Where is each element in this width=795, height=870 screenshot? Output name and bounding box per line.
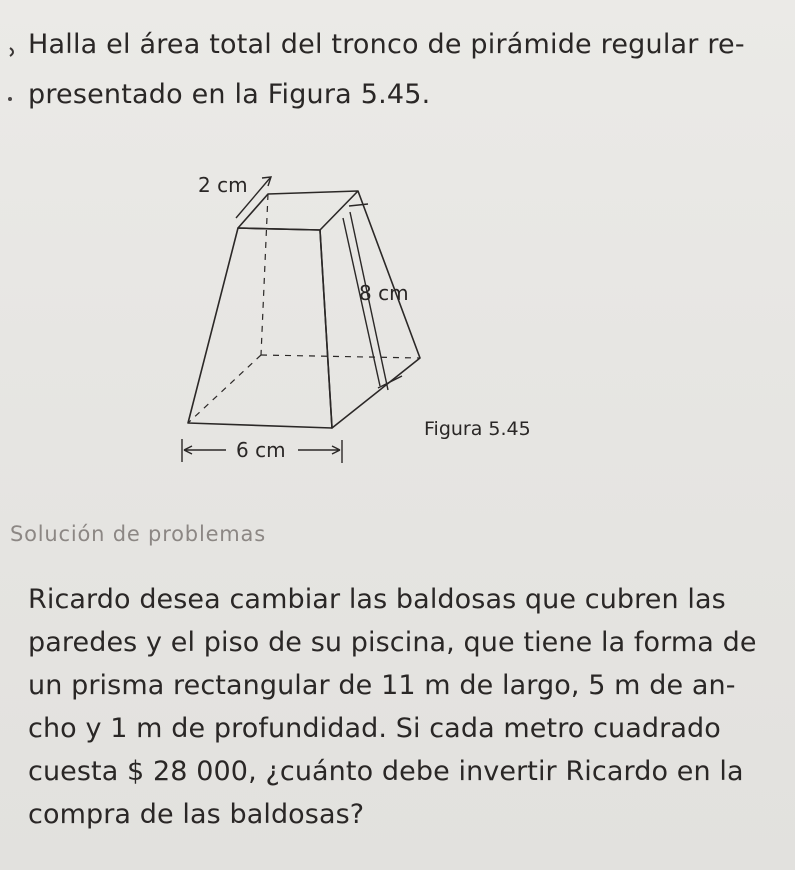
slant-tick-top <box>349 204 368 206</box>
base-arrow-left <box>184 446 226 454</box>
right-face <box>320 191 420 428</box>
task-line: Ricardo desea cambiar las baldosas que cubren las <box>28 584 726 615</box>
task-line: cho y 1 m de profundidad. Si cada metro cuadrado <box>28 713 721 744</box>
section-heading: Solución de problemas <box>10 522 266 546</box>
figure-caption: Figura 5.45 <box>424 418 531 440</box>
problem-line: Halla el área total del tronco de pirámide regular re- <box>28 29 745 60</box>
slant-height-label: 8 cm <box>359 281 409 305</box>
task-line: compra de las baldosas? <box>28 799 365 830</box>
task-line: un prisma rectangular de 11 m de largo, 5 m de an- <box>28 670 736 701</box>
hidden-edge-bottom <box>261 355 420 358</box>
bullet-dot-icon <box>8 97 12 101</box>
bullet-icon <box>8 47 18 57</box>
task-line: paredes y el piso de su piscina, que tiene la forma de <box>28 627 757 658</box>
word-problem <box>28 578 788 836</box>
hidden-edge-vertical <box>261 194 268 355</box>
base-arrow-right <box>298 446 340 454</box>
top-edge-label: 2 cm <box>198 173 248 197</box>
task-line: cuesta $ 28 000, ¿cuánto debe invertir Ricardo en la <box>28 756 744 787</box>
front-face <box>188 228 332 428</box>
base-edge-label: 6 cm <box>236 438 286 462</box>
hidden-edge-diagonal <box>188 355 261 423</box>
slant-tick-bottom <box>378 376 402 388</box>
frustum-figure <box>150 150 450 480</box>
top-face <box>238 191 358 230</box>
problem-line: presentado en la Figura 5.45. <box>28 79 431 110</box>
problem-statement <box>28 20 788 120</box>
